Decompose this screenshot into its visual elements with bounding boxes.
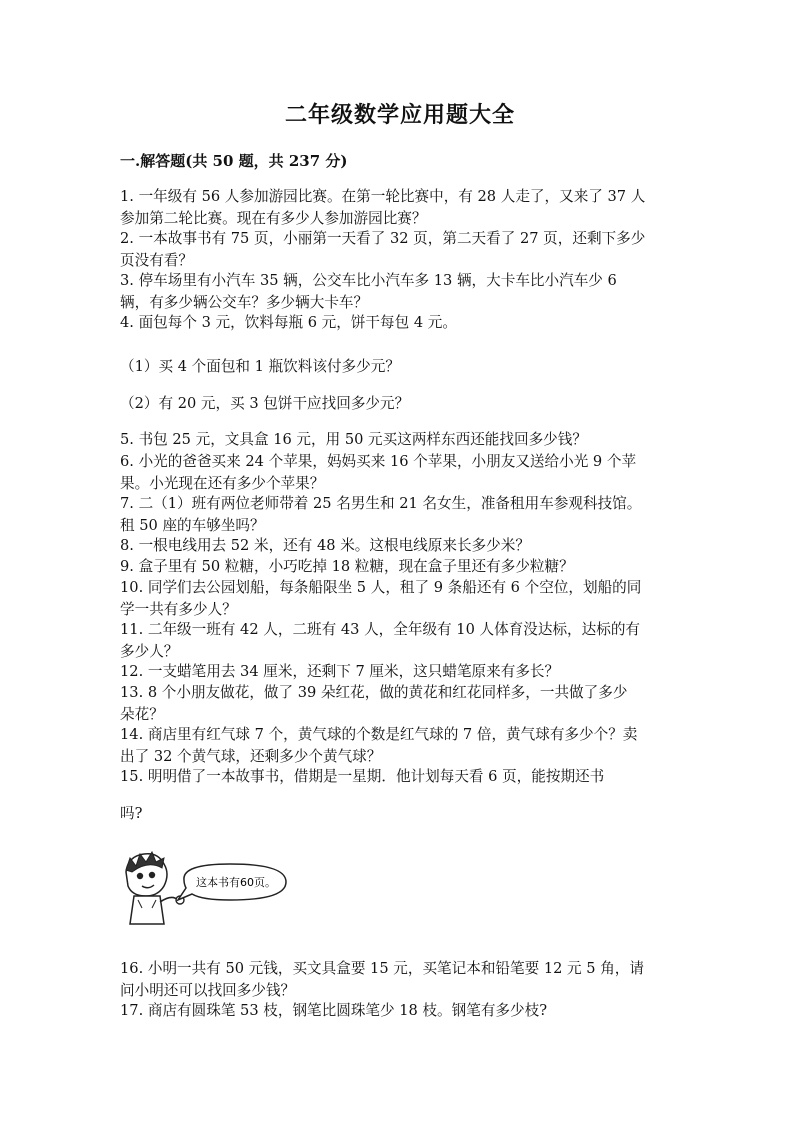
question-16 xyxy=(120,958,685,1002)
question-4-line-1: 4. 面包每个 3 元，饮料每瓶 6 元，饼干每包 4 元。 xyxy=(120,314,457,331)
question-2-line-1: 2. 一本故事书有 75 页，小丽第一天看了 32 页，第二天看了 27 页，还剩下多少 xyxy=(120,230,646,247)
question-1 xyxy=(120,186,685,230)
question-14-line-2: 出了 32 个黄气球，还剩多少个黄气球？ xyxy=(120,748,382,765)
question-9: 9. 盒子里有 50 粒糖，小巧吃掉 18 粒糖，现在盒子里还有多少粒糖？ xyxy=(120,558,574,575)
question-11 xyxy=(120,619,685,663)
question-11-line-1: 11. 二年级一班有 42 人，二班有 43 人，全年级有 10 人体育没达标，达标的有 xyxy=(120,621,641,638)
question-6-line-2: 果。小光现在还有多少个苹果？ xyxy=(120,475,325,492)
boy-speech-illustration xyxy=(118,850,308,930)
question-13-line-2: 朵花？ xyxy=(120,706,164,723)
question-3-line-1: 3. 停车场里有小汽车 35 辆，公交车比小汽车多 13 辆，大卡车比小汽车少 6 xyxy=(120,272,617,289)
question-11-line-2: 多少人？ xyxy=(120,643,179,660)
question-16-line-1: 16. 小明一共有 50 元钱，买文具盒要 15 元，买笔记本和铅笔要 12 元 5 角，请 xyxy=(120,960,644,977)
question-2 xyxy=(120,228,685,272)
question-4 xyxy=(120,312,685,334)
question-2-line-2: 页没有看？ xyxy=(120,252,193,269)
question-1-line-2: 参加第二轮比赛。现在有多少人参加游园比赛？ xyxy=(120,210,427,227)
speech-bubble-text: 这本书有60页。 xyxy=(196,876,276,889)
question-3 xyxy=(120,270,685,314)
question-13 xyxy=(120,682,685,726)
question-16-line-2: 问小明还可以找回多少钱？ xyxy=(120,982,296,999)
question-13-line-1: 13. 8 个小朋友做花，做了 39 朵红花，做的黄花和红花同样多，一共做了多少 xyxy=(120,684,628,701)
question-8: 8. 一根电线用去 52 米，还有 48 米。这根电线原来长多少米？ xyxy=(120,537,530,554)
question-14 xyxy=(120,724,685,768)
question-1-line-1: 1. 一年级有 56 人参加游园比赛。在第一轮比赛中，有 28 人走了，又来了 37 人 xyxy=(120,188,646,205)
question-4-sub-1: （1）买 4 个面包和 1 瓶饮料该付多少元？ xyxy=(120,358,400,375)
question-4-sub-2: （2）有 20 元，买 3 包饼干应找回多少元？ xyxy=(120,395,410,412)
question-10-line-1: 10. 同学们去公园划船，每条船限坐 5 人，租了 9 条船还有 6 个空位，划船的同 xyxy=(120,579,642,596)
question-7 xyxy=(120,493,685,537)
question-3-line-2: 辆，有多少辆公交车？多少辆大卡车？ xyxy=(120,294,369,311)
question-7-line-2: 租 50 座的车够坐吗？ xyxy=(120,517,265,534)
question-10 xyxy=(120,577,685,621)
question-15: 15. 明明借了一本故事书，借期是一星期．他计划每天看 6 页，能按期还书 xyxy=(120,768,605,785)
question-6 xyxy=(120,451,685,495)
question-12: 12. 一支蜡笔用去 34 厘米，还剩下 7 厘米，这只蜡笔原来有多长？ xyxy=(120,663,560,680)
section-heading: 一.解答题(共 50 题，共 237 分) xyxy=(120,152,348,170)
question-5: 5. 书包 25 元，文具盒 16 元，用 50 元买这两样东西还能找回多少钱？ xyxy=(120,431,587,448)
question-10-line-2: 学一共有多少人？ xyxy=(120,601,237,618)
question-6-line-1: 6. 小光的爸爸买来 24 个苹果，妈妈买来 16 个苹果，小朋友又送给小光 9 个苹 xyxy=(120,453,637,470)
question-17: 17. 商店有圆珠笔 53 枝，钢笔比圆珠笔少 18 枝。钢笔有多少枝? xyxy=(120,1002,548,1019)
question-15-line-2: 吗? xyxy=(120,805,143,822)
question-7-line-1: 7. 二（1）班有两位老师带着 25 名男生和 21 名女生，准备租用车参观科技馆。 xyxy=(120,495,642,512)
page-title: 二年级数学应用题大全 xyxy=(284,102,515,128)
question-14-line-1: 14. 商店里有红气球 7 个，黄气球的个数是红气球的 7 倍，黄气球有多少个？卖 xyxy=(120,726,638,743)
